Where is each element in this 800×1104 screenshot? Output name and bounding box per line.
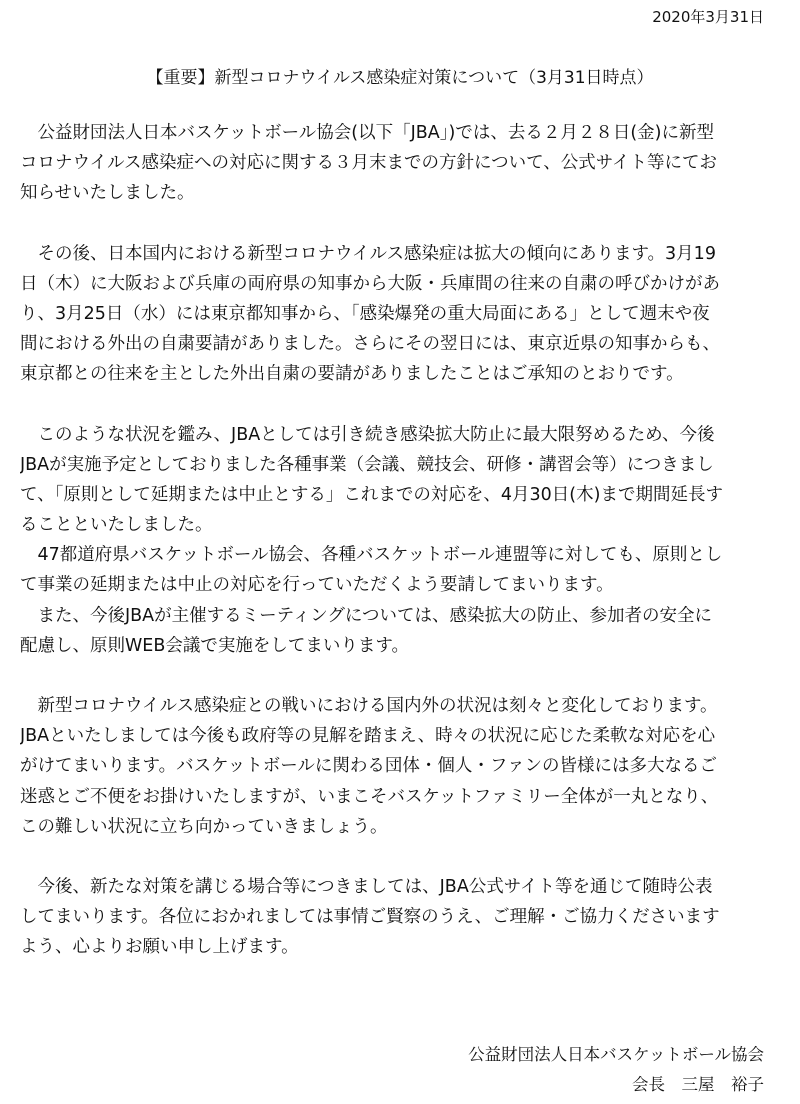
paragraph-1 xyxy=(20,118,785,209)
paragraph-line: 知らせいたしました。 xyxy=(20,183,195,204)
paragraph-line: 迷惑とご不便をお掛けいたしますが、いまこそバスケットファミリー全体が一丸となり、 xyxy=(20,786,719,807)
paragraph-gap xyxy=(20,390,785,420)
paragraph-gap xyxy=(20,209,785,239)
paragraph-line: その後、日本国内における新型コロナウイルス感染症は拡大の傾向にあります。3月19 xyxy=(20,243,716,264)
paragraph-line: り、3月25日（水）には東京都知事から、「感染爆発の重大局面にある」として週末や夜 xyxy=(20,303,710,324)
paragraph-gap xyxy=(20,661,785,691)
paragraph-line: 新型コロナウイルス感染症との戦いにおける国内外の状況は刻々と変化しております。 xyxy=(20,696,718,716)
signature-person: 会長 三屋 裕子 xyxy=(632,1075,764,1094)
paragraph-line: JBAといたしましては今後も政府等の見解を踏まえ、時々の状況に応じた柔軟な対応を心 xyxy=(20,726,716,747)
paragraph-gap xyxy=(20,842,785,872)
document-date: 2020年3月31日 xyxy=(652,8,764,26)
paragraph-3 xyxy=(20,420,785,662)
paragraph-5 xyxy=(20,872,785,963)
paragraph-line: 配慮し、原則WEB会議で実施をしてまいります。 xyxy=(20,635,409,656)
paragraph-line: て、「原則として延期または中止とする」これまでの対応を、4月30日(木)まで期間延長す xyxy=(20,484,723,505)
paragraph-line: ることといたしました。 xyxy=(20,515,213,536)
paragraph-line: また、今後JBAが主催するミーティングについては、感染拡大の防止、参加者の安全に xyxy=(20,605,713,626)
paragraph-line: て事業の延期または中止の対応を行っていただくよう要請してまいります。 xyxy=(20,575,614,596)
document-title: 【重要】新型コロナウイルス感染症対策について（3月31日時点） xyxy=(146,68,654,88)
paragraph-line: このような状況を鑑み、JBAとしては引き続き感染拡大防止に最大限努めるため、今後 xyxy=(20,424,715,445)
paragraph-line: がけてまいります。バスケットボールに関わる団体・個人・ファンの皆様には多大なるご xyxy=(20,756,718,777)
paragraph-line: よう、心よりお願い申し上げます。 xyxy=(20,937,299,958)
signature-block xyxy=(468,1040,764,1100)
paragraph-line: コロナウイルス感染症への対応に関する３月末までの方針について、公式サイト等にてお xyxy=(20,153,718,174)
paragraph-2 xyxy=(20,239,785,390)
paragraph-line: 47都道府県バスケットボール協会、各種バスケットボール連盟等に対しても、原則とし xyxy=(20,545,723,566)
signature-organization: 公益財団法人日本バスケットボール協会 xyxy=(468,1045,764,1064)
document-body xyxy=(20,118,785,963)
paragraph-line: この難しい状況に立ち向かっていきましょう。 xyxy=(20,816,388,837)
paragraph-line: 公益財団法人日本バスケットボール協会(以下「JBA」)では、去る２月２８日(金)に新型 xyxy=(20,123,714,143)
paragraph-line: 東京都との往来を主とした外出自粛の要請がありましたことはご承知のとおりです。 xyxy=(20,364,684,385)
paragraph-4 xyxy=(20,691,785,842)
paragraph-line: してまいります。各位におかれましては事情ご賢察のうえ、ご理解・ご協力くださいます xyxy=(20,907,720,928)
paragraph-line: 今後、新たな対策を講じる場合等につきましては、JBA公式サイト等を通じて随時公表 xyxy=(20,876,713,897)
paragraph-line: 日（木）に大阪および兵庫の両府県の知事から大阪・兵庫間の往来の自粛の呼びかけがあ xyxy=(20,273,720,294)
paragraph-line: JBAが実施予定としておりました各種事業（会議、競技会、研修・講習会等）につきまし xyxy=(20,454,714,475)
paragraph-line: 間における外出の自粛要請がありました。さらにその翌日には、東京近県の知事からも、 xyxy=(20,334,720,355)
